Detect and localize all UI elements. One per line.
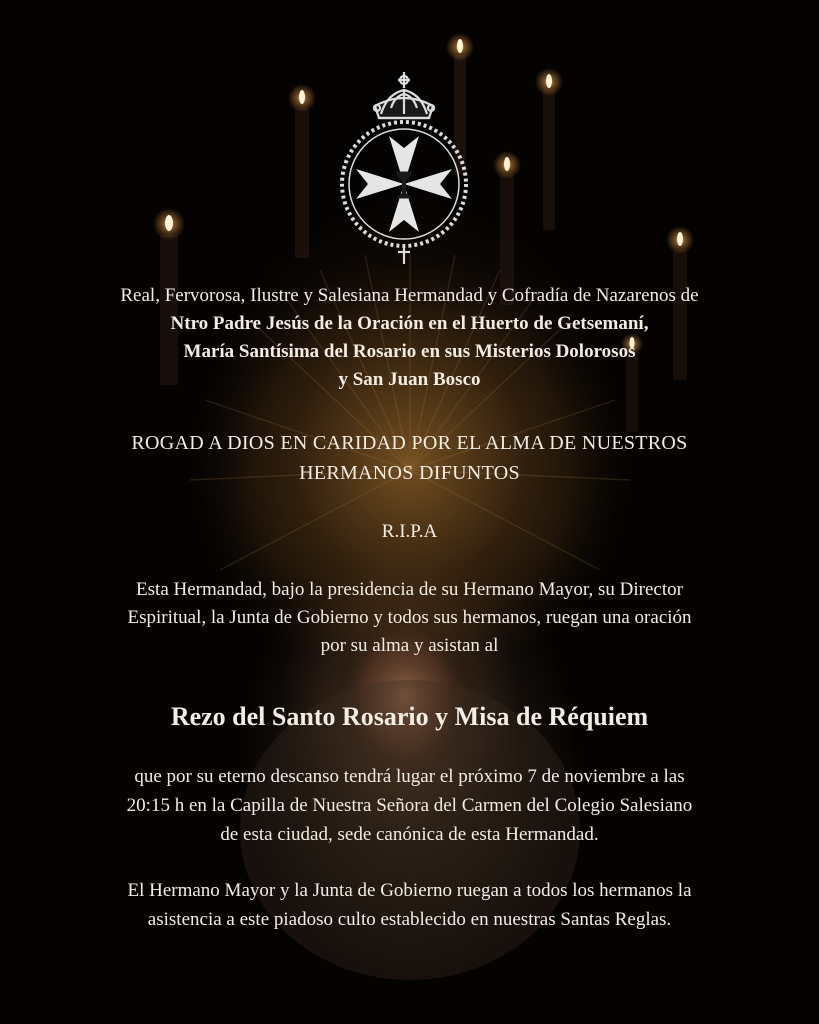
invitation-line: Espiritual, la Junta de Gobierno y todos sus hermanos, ruegan una oración [127,607,692,628]
brotherhood-title [20,282,799,394]
event-title: Rezo del Santo Rosario y Misa de Réquiem [170,702,649,731]
candle-icon [535,68,563,230]
invitation-line: por su alma y asistan al [320,635,499,656]
ripa-text: R.I.P.A [381,521,438,542]
brotherhood-title-line: Real, Fervorosa, Ilustre y Salesiana Hermandad y Cofradía de Nazarenos de [120,285,699,306]
invitation-line: Esta Hermandad, bajo la presidencia de su Hermano Mayor, su Director [136,579,683,600]
event-details-line: 20:15 h en la Capilla de Nuestra Señora del Carmen del Colegio Salesiano [126,795,693,816]
invitation-paragraph [20,576,799,660]
prayer-plea-line: HERMANOS DIFUNTOS [299,462,520,484]
prayer-plea-line: ROGAD A DIOS EN CARIDAD POR EL ALMA DE NUESTROS [131,432,688,454]
brotherhood-title-line: María Santísima del Rosario en sus Misterios Dolorosos [183,341,636,362]
closing-line: asistencia a este piadoso culto establecido en nuestras Santas Reglas. [147,909,672,930]
event-details-line: de esta ciudad, sede canónica de esta Hermandad. [220,824,599,845]
crowned-maltese-cross-rosary-emblem [335,68,473,264]
brotherhood-title-line: y San Juan Bosco [338,369,481,390]
candle-icon [288,84,316,258]
closing-paragraph [20,876,799,934]
prayer-plea [20,428,799,488]
event-details-line: que por su eterno descanso tendrá lugar el próximo 7 de noviembre a las [134,766,685,787]
closing-line: El Hermano Mayor y la Junta de Gobierno ruegan a todos los hermanos la [127,880,692,901]
brotherhood-title-line: Ntro Padre Jesús de la Oración en el Huerto de Getsemaní, [170,313,649,334]
event-details [20,762,799,849]
